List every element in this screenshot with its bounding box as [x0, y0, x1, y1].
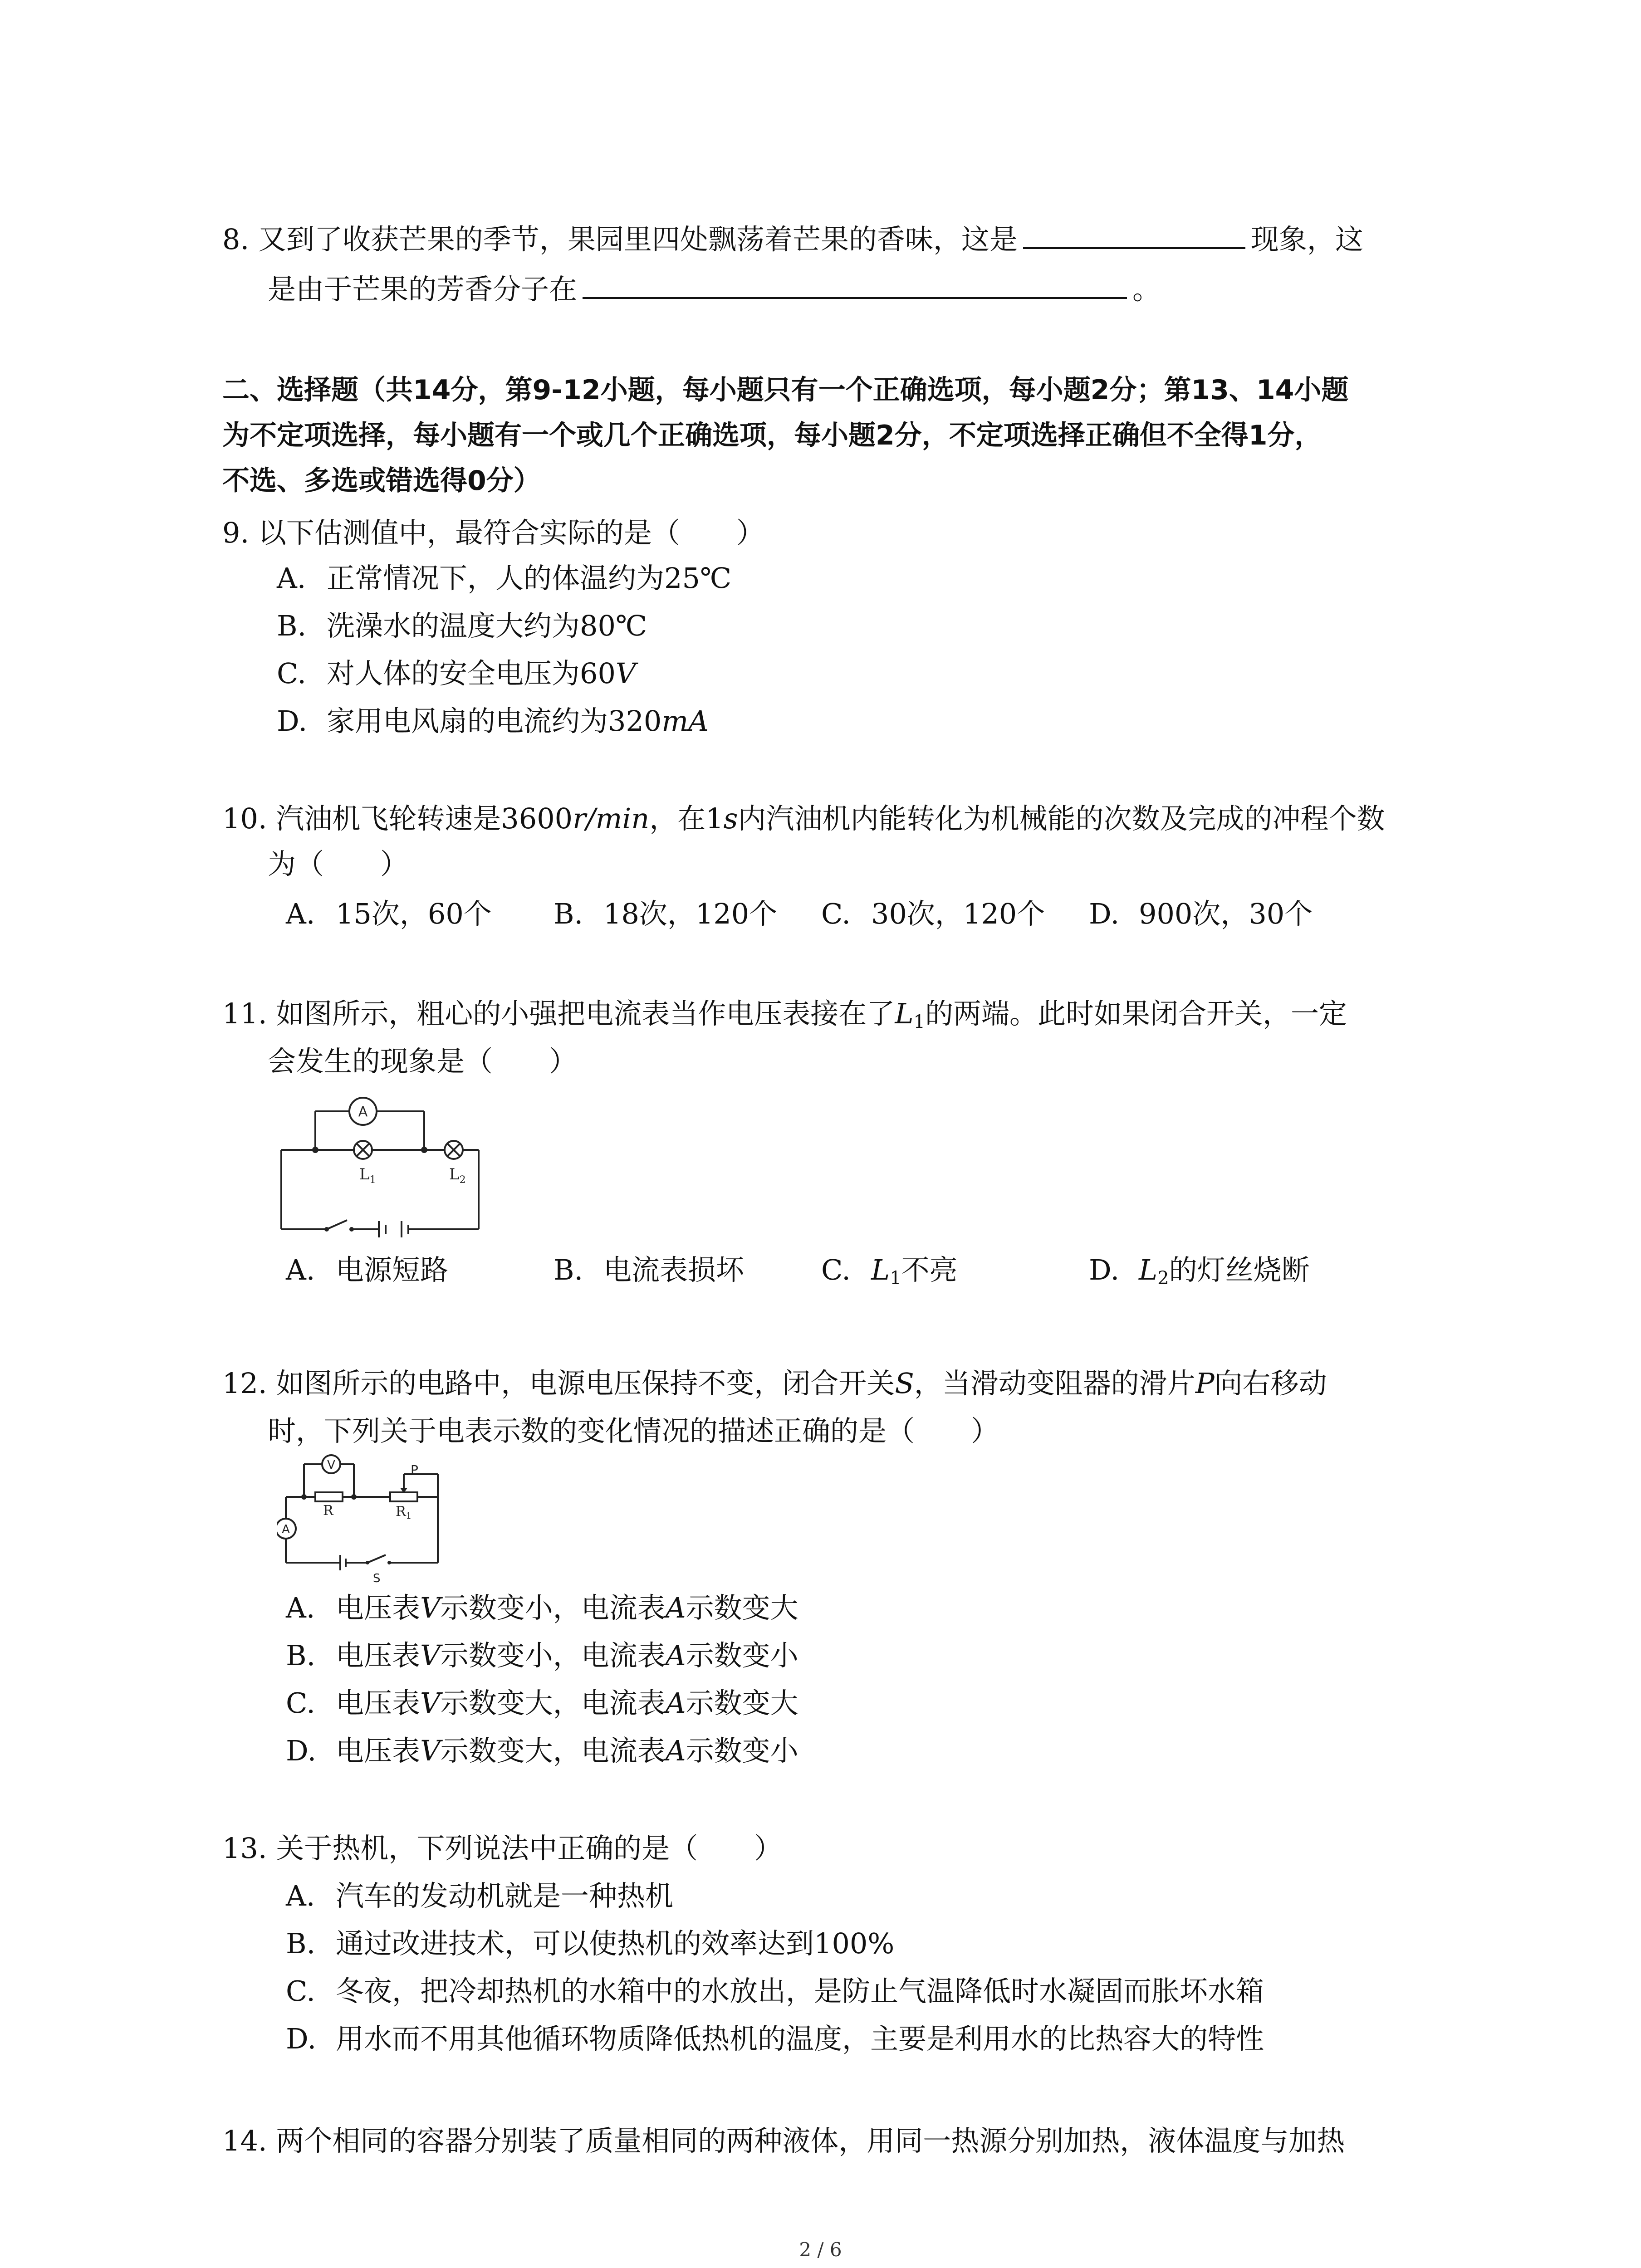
q10-option-c[interactable]: C. 30次，120个 [821, 897, 1045, 930]
q12-option-c[interactable]: C. 电压表V示数变大，电流表A示数变大 [286, 1686, 798, 1720]
section2-heading-line3: 不选、多选或错选得0分） [222, 465, 541, 497]
section2-heading-line2: 为不定项选择，每小题有一个或几个正确选项，每小题2分，不定项选择正确但不全得1分， [222, 420, 1322, 451]
q14-stem: 14. 两个相同的容器分别装了质量相同的两种液体，用同一热源分别加热，液体温度与加热 [222, 2124, 1345, 2157]
q13-option-a[interactable]: A. 汽车的发动机就是一种热机 [286, 1879, 674, 1912]
q12-option-b[interactable]: B. 电压表V示数变小，电流表A示数变小 [286, 1639, 798, 1672]
q8-text-c: 是由于芒果的芳香分子在 [268, 273, 578, 306]
q10-option-a[interactable]: A. 15次，60个 [286, 897, 492, 930]
q12-option-d[interactable]: D. 电压表V示数变大，电流表A示数变小 [286, 1734, 798, 1767]
q11-lamp1-label: $L_1$ [359, 1165, 376, 1186]
q12-ammeter-label: A [282, 1523, 290, 1536]
q9-option-b[interactable]: B. 洗澡水的温度大约为80℃ [277, 609, 647, 642]
q8-blank-1[interactable] [1023, 220, 1245, 249]
q11-option-c[interactable]: C. $L_1$不亮 [821, 1253, 958, 1289]
q11-option-a[interactable]: A. 电源短路 [286, 1253, 449, 1286]
page-number: 2 / 6 [799, 2239, 842, 2261]
q12-option-a[interactable]: A. 电压表V示数变小，电流表A示数变大 [286, 1591, 798, 1624]
q9-stem: 9. 以下估测值中，最符合实际的是（ ） [222, 516, 764, 549]
q12-voltmeter-label: V [327, 1458, 335, 1472]
q11-option-b[interactable]: B. 电流表损坏 [554, 1253, 745, 1286]
q9-option-a[interactable]: A. 正常情况下，人的体温约为25℃ [277, 562, 732, 595]
q9-option-c[interactable]: C. 对人体的安全电压为60V [277, 657, 636, 690]
q13-option-c[interactable]: C. 冬夜，把冷却热机的水箱中的水放出，是防止气温降低时水凝固而胀坏水箱 [286, 1975, 1264, 2008]
q8-text-d: 。 [1132, 273, 1161, 306]
q12-circuit-diagram [277, 1452, 454, 1588]
q10-stem-line2: 为（ ） [268, 847, 409, 880]
q13-option-b[interactable]: B. 通过改进技术，可以使热机的效率达到100% [286, 1927, 895, 1960]
q8-line2 [268, 270, 1161, 308]
section2-heading-line1: 二、选择题（共14分，第9-12小题，每小题只有一个正确选项，每小题2分；第13、14小题 [222, 374, 1349, 406]
q11-ammeter-label: A [358, 1104, 368, 1120]
q12-slider-label: P [411, 1462, 418, 1477]
q8-line1 [222, 220, 1363, 258]
q12-switch-label: S [373, 1572, 381, 1585]
q10-option-d[interactable]: D. 900次，30个 [1089, 897, 1313, 930]
q11-option-d[interactable]: D. $L_2$的灯丝烧断 [1089, 1253, 1310, 1289]
q11-lamp2-label: $L_2$ [449, 1165, 466, 1186]
q13-stem: 13. 关于热机，下列说法中正确的是（ ） [222, 1832, 783, 1865]
q12-stem-line2: 时，下列关于电表示数的变化情况的描述正确的是（ ） [268, 1414, 999, 1447]
q10-option-b[interactable]: B. 18次，120个 [554, 897, 778, 930]
q8-blank-2[interactable] [583, 270, 1127, 299]
q9-option-d[interactable]: D. 家用电风扇的电流约为320mA [277, 704, 709, 738]
q10-stem-line1: 10. 汽油机飞轮转速是3600r/min，在1s内汽油机内能转化为机械能的次数及完成的冲程个数 [222, 802, 1385, 835]
q11-stem-line1: 11. 如图所示，粗心的小强把电流表当作电压表接在了$L_1$的两端。此时如果闭合开关，一定 [222, 997, 1347, 1032]
q8-text-a: 8. 又到了收获芒果的季节，果园里四处飘荡着芒果的香味，这是 [222, 223, 1018, 256]
q11-stem-line2: 会发生的现象是（ ） [268, 1045, 578, 1078]
q11-circuit-diagram [272, 1089, 490, 1243]
q12-rheostat-label: $R_1$ [396, 1504, 412, 1521]
q8-text-b: 现象，这 [1250, 223, 1363, 256]
q13-option-d[interactable]: D. 用水而不用其他循环物质降低热机的温度，主要是利用水的比热容大的特性 [286, 2022, 1264, 2055]
q12-stem-line1: 12. 如图所示的电路中，电源电压保持不变，闭合开关S，当滑动变阻器的滑片P向右移动 [222, 1367, 1327, 1400]
q12-resistor-label: R [323, 1503, 333, 1519]
